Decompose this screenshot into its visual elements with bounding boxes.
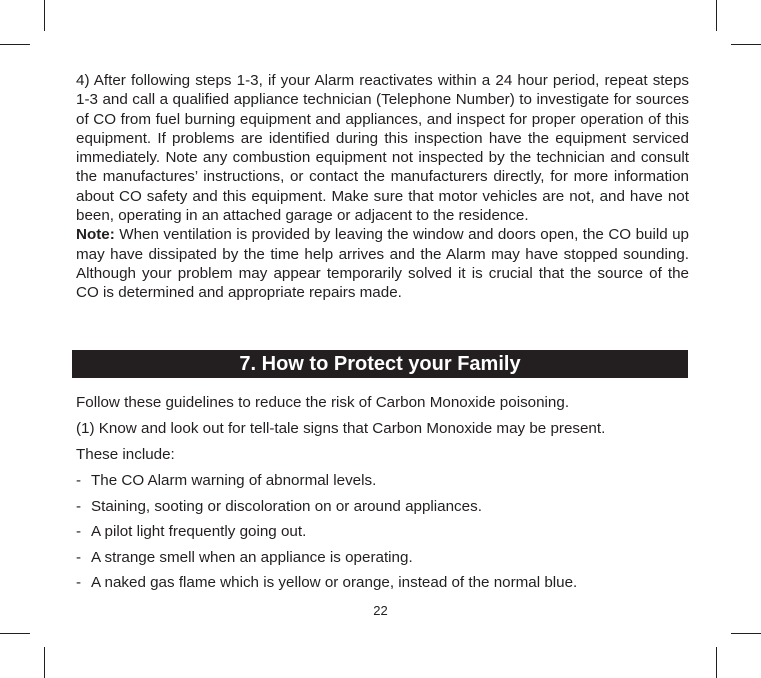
- crop-mark-top-left-horizontal: [0, 44, 30, 45]
- step-4-line: steps 1-3 and call a qualified appliance technician (Telephone Number) to investigate: [76, 72, 689, 109]
- note-line: stopped sounding. Although your problem may appear temporarily solved it is crucial: [76, 245, 689, 282]
- warning-signs-list: [76, 468, 696, 596]
- list-dash: -: [76, 523, 82, 540]
- list-dash: -: [76, 472, 82, 489]
- note-line: build up may have dissipated by the time help arrives and the Alarm may have: [76, 226, 689, 263]
- note-paragraph: [76, 225, 689, 302]
- note-line: When ventilation is provided by leaving the window and doors open, the CO: [114, 226, 632, 244]
- crop-mark-top-right-horizontal: [731, 44, 761, 45]
- step-4-line: have the equipment serviced immediately. Note any combustion equipment not: [76, 129, 689, 167]
- list-item: [76, 570, 696, 596]
- section-title-banner: [72, 350, 688, 378]
- note-label: Note:: [76, 226, 115, 244]
- list-item: [76, 494, 696, 520]
- list-item-text: The CO Alarm warning of abnormal levels.: [91, 472, 377, 489]
- section-title: 7. How to Protect your Family: [239, 353, 521, 375]
- list-item-text: A pilot light frequently going out.: [91, 523, 307, 540]
- list-dash: -: [76, 548, 82, 566]
- item-1-text: (1) Know and look out for tell-tale signs that Carbon Monoxide may be present.: [76, 420, 606, 437]
- note-line: that the source of the CO is determined and appropriate repairs made.: [76, 264, 689, 302]
- step-4-line: garage or adjacent to the residence.: [285, 207, 529, 225]
- step-4-line: the manufacturers directly, for more information about CO safety and this equipment.: [76, 168, 689, 205]
- body-text: [76, 71, 689, 303]
- list-item: [76, 545, 696, 571]
- list-item: [76, 519, 696, 545]
- protect-family-section: [76, 390, 696, 596]
- crop-mark-bottom-left-horizontal: [0, 633, 30, 634]
- step-4-line: proper operation of this equipment. If problems are identified during this inspection: [76, 110, 689, 147]
- crop-mark-bottom-right-vertical: [716, 647, 717, 678]
- crop-mark-top-right-vertical: [716, 0, 717, 31]
- step-4-line: for sources of CO from fuel burning equipment and appliances, and inspect for: [76, 91, 689, 128]
- crop-mark-bottom-left-vertical: [44, 647, 45, 678]
- page-number: 22: [373, 603, 388, 618]
- crop-mark-bottom-right-horizontal: [731, 633, 761, 634]
- list-item-text: A strange smell when an appliance is operating.: [91, 548, 413, 566]
- list-dash: -: [76, 574, 82, 591]
- step-4-line: 4) After following steps 1-3, if your Alarm reactivates within a 24 hour period, repeat: [76, 72, 648, 89]
- list-dash: -: [76, 497, 82, 515]
- these-include-text: These include:: [76, 446, 175, 463]
- step-4-paragraph: [76, 71, 689, 225]
- list-item-text: A naked gas flame which is yellow or orange, instead of the normal blue.: [91, 574, 578, 591]
- list-item-text: Staining, sooting or discoloration on or around appliances.: [91, 497, 482, 515]
- crop-mark-top-left-vertical: [44, 0, 45, 31]
- list-item: [76, 468, 696, 494]
- step-4-line: inspected by the technician and consult the manufactures’ instructions, or contact: [76, 149, 689, 186]
- step-4-line: Make sure that motor vehicles are not, and have not been, operating in an attached: [76, 187, 689, 225]
- intro-text: Follow these guidelines to reduce the risk of Carbon Monoxide poisoning.: [76, 394, 570, 411]
